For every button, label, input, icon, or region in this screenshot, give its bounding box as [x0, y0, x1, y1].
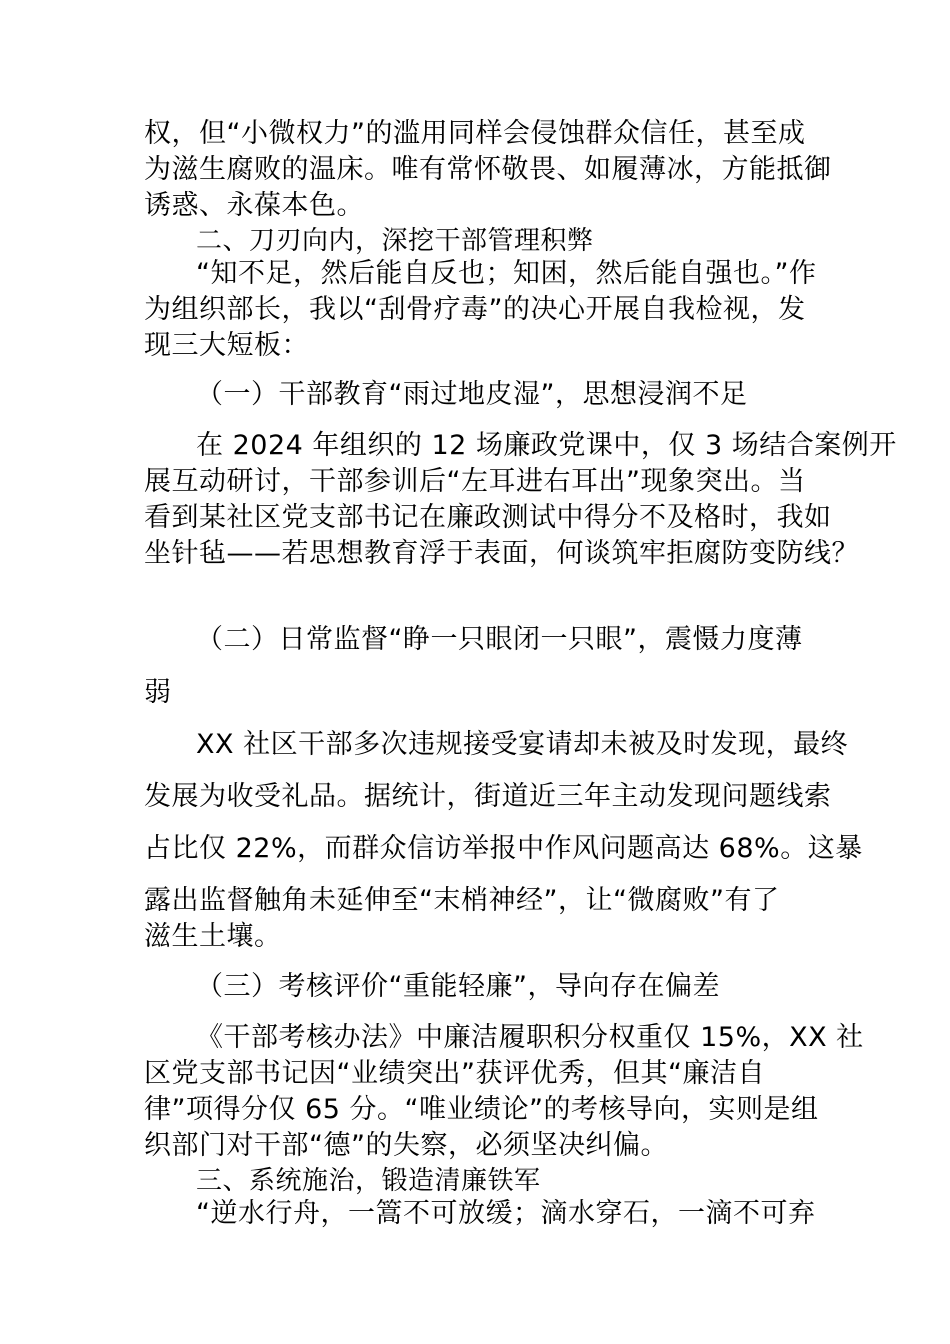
section-heading: 二、刀刃向内，深挖干部管理积弊: [196, 226, 594, 256]
paragraph-line: 滋生土壤。: [144, 921, 282, 952]
subsection-heading: （一）干部教育“雨过地皮湿”，思想浸润不足: [196, 379, 748, 410]
paragraph-line: 为组织部长，我以“刮骨疗毒”的决心开展自我检视，发: [144, 294, 806, 325]
paragraph-line: 坐针毡——若思想教育浮于表面，何谈筑牢拒腐防变防线？: [144, 538, 859, 569]
paragraph-line: 诱惑、永葆本色。: [144, 190, 364, 221]
paragraph-line: 为滋生腐败的温床。唯有常怀敬畏、如履薄冰，方能抵御: [144, 154, 832, 185]
paragraph-line: 律”项得分仅 65 分。“唯业绩论”的考核导向，实则是组: [144, 1094, 819, 1125]
subsection-heading: （二）日常监督“睁一只眼闭一只眼”，震慑力度薄: [196, 624, 803, 655]
subsection-heading: （三）考核评价“重能轻廉”，导向存在偏差: [196, 971, 720, 1002]
paragraph-line: 在 2024 年组织的 12 场廉政党课中，仅 3 场结合案例开: [196, 430, 897, 461]
paragraph-line: 展互动研讨，干部参训后“左耳进右耳出”现象突出。当: [144, 466, 806, 497]
paragraph-line: 占比仅 22%，而群众信访举报中作风问题高达 68%。这暴: [144, 833, 863, 864]
paragraph-line: 发展为收受礼品。据统计，街道近三年主动发现问题线索: [144, 781, 832, 812]
paragraph-line: 《干部考核办法》中廉洁履职积分权重仅 15%，XX 社: [196, 1022, 864, 1053]
paragraph-line: XX 社区干部多次违规接受宴请却未被及时发现，最终: [196, 729, 849, 760]
paragraph-line: 现三大短板：: [144, 330, 309, 361]
paragraph-line: 弱: [144, 677, 172, 708]
paragraph-line: “逆水行舟，一篙不可放缓；滴水穿石，一滴不可弃: [196, 1198, 816, 1229]
paragraph-line: 区党支部书记因“业绩突出”获评优秀，但其“廉洁自: [144, 1058, 765, 1089]
paragraph-line: 权，但“小微权力”的滥用同样会侵蚀群众信任，甚至成: [144, 118, 806, 149]
section-heading: 三、系统施治，锻造清廉铁军: [196, 1166, 541, 1196]
paragraph-line: 看到某社区党支部书记在廉政测试中得分不及格时，我如: [144, 502, 832, 533]
paragraph-line: 露出监督触角未延伸至“末梢神经”，让“微腐败”有了: [144, 885, 780, 916]
paragraph-line: “知不足，然后能自反也；知困，然后能自强也。”作: [196, 258, 817, 289]
paragraph-line: 织部门对干部“德”的失察，必须坚决纠偏。: [144, 1130, 668, 1161]
